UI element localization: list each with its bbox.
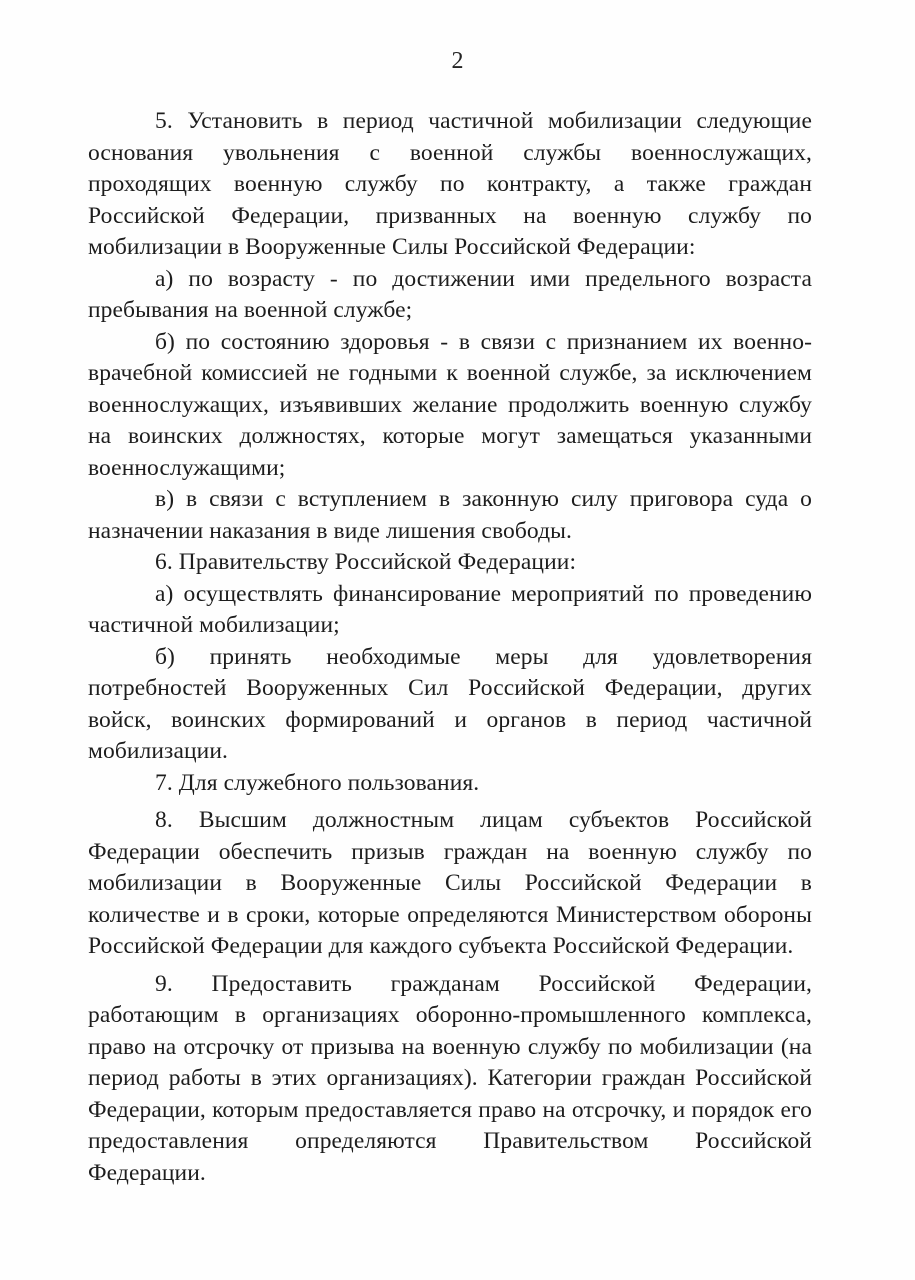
document-body <box>88 106 812 1189</box>
page-number: 2 <box>451 48 464 74</box>
para-item-6: 6. Правительству Российской Федерации: <box>155 549 577 575</box>
para-item-6a: а) осуществлять финансирование мероприятий по проведению частичной мобилизации; <box>88 580 812 638</box>
para-item-7: 7. Для служебного пользования. <box>155 769 480 796</box>
para-item-5b: б) по состоянию здоровья - в связи с признанием их военно-врачебной комиссией не годными к военной службе, за исключением военнослужащих, изъявивших желание продолжить военную службу на воинских должностях, которые могут замещаться указанными военнослужащими; <box>88 328 812 481</box>
para-item-6b: б) принять необходимые меры для удовлетворения потребностей Вооруженных Сил Российской Федерации, других войск, воинских формирований и органов в период частичной мобилизации. <box>88 643 812 764</box>
para-item-5v: в) в связи с вступлением в законную силу приговора суда о назначении наказания в виде лишения свободы. <box>88 486 812 544</box>
para-item-5: 5. Установить в период частичной мобилизации следующие основания увольнения с военной службы военнослужащих, проходящих военную службу по контракту, а также граждан Российской Федерации, призванных на военную службу по мобилизации в Вооруженные Силы Российской Федерации: <box>88 108 812 260</box>
para-item-9: 9. Предоставить гражданам Российской Федерации, работающим в организациях оборонно-промышленного комплекса, право на отсрочку от призыва на военную службу по мобилизации (на период работы в этих организациях). Категории граждан Российской Федерации, которым предоставляется право на отсрочку, и порядок его предоставления определяются Правительством Российской Федерации. <box>88 970 812 1186</box>
para-item-8: 8. Высшим должностным лицам субъектов Российской Федерации обеспечить призыв граждан на военную службу по мобилизации в Вооруженные Силы Российской Федерации в количестве и в сроки, которые определяются Министерством обороны Российской Федерации для каждого субъекта Российской Федерации. <box>88 807 812 959</box>
para-item-5a: а) по возрасту - по достижении ими предельного возраста пребывания на военной службе; <box>88 265 812 323</box>
